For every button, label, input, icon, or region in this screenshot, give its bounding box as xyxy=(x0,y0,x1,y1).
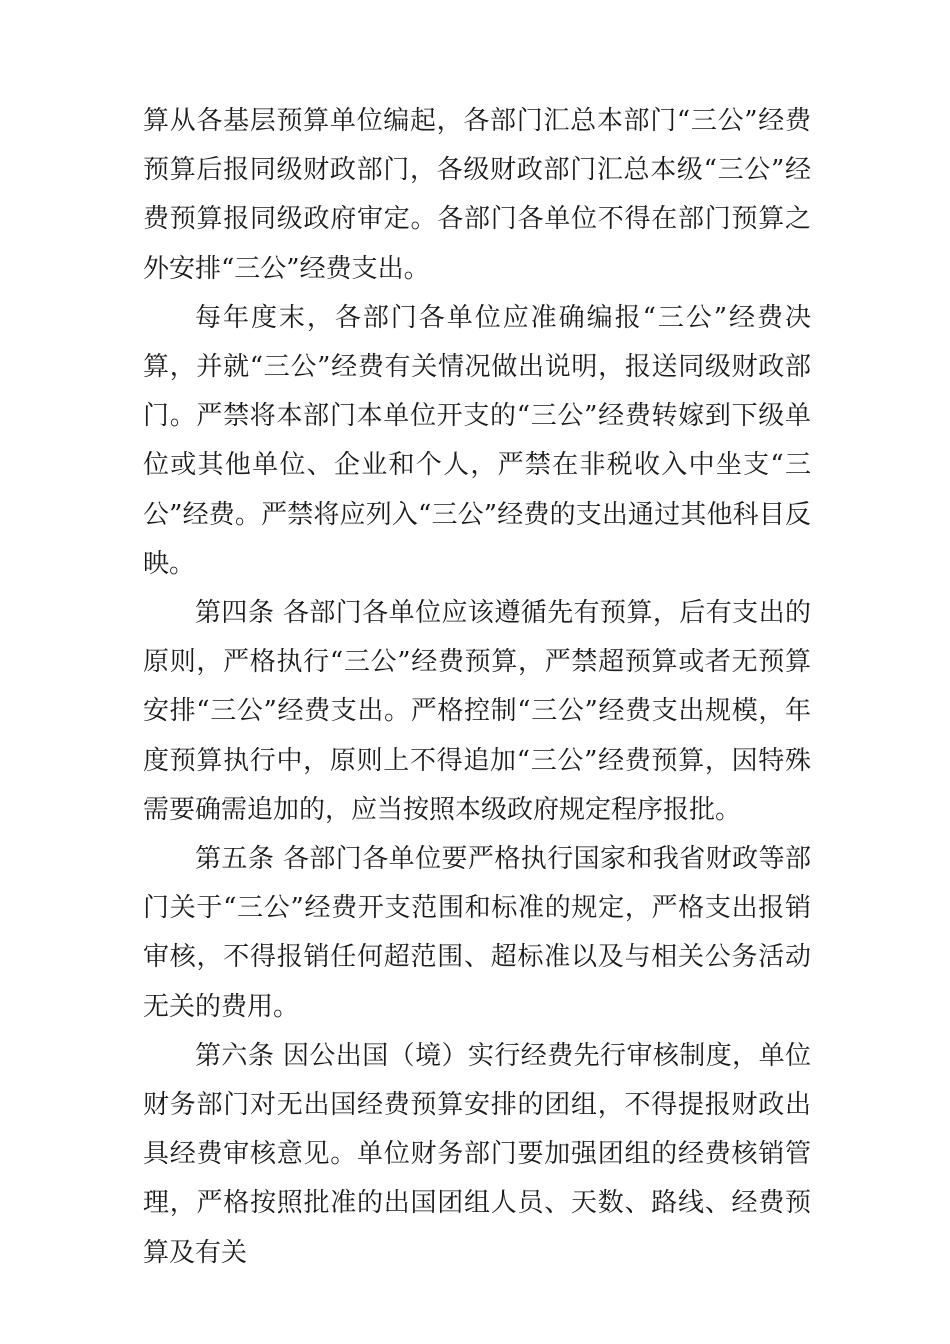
paragraph-year-end-accounts: 每年度末，各部门各单位应准确编报“三公”经费决算，并就“三公”经费有关情况做出说明，报送同级财政部门。严禁将本部门本单位开支的“三公”经费转嫁到下级单位或其他单位、企业和个人，严禁在非税收入中坐支“三公”经费。严禁将应列入“三公”经费的支出通过其他科目反映。 xyxy=(143,302,811,579)
paragraph-continued-budget: 算从各基层预算单位编起，各部门汇总本部门“三公”经费预算后报同级财政部门，各级财政部门汇总本级“三公”经费预算报同级政府审定。各部门各单位不得在部门预算之外安排“三公”经费支出。 xyxy=(143,106,811,284)
paragraph-article-5: 第五条 各部门各单位要严格执行国家和我省财政等部门关于“三公”经费开支范围和标准的规定，严格支出报销审核，不得报销任何超范围、超标准以及与相关公务活动无关的费用。 xyxy=(143,844,811,1022)
document-body xyxy=(143,97,811,1278)
paragraph-article-4: 第四条 各部门各单位应该遵循先有预算，后有支出的原则，严格执行“三公”经费预算，严禁超预算或者无预算安排“三公”经费支出。严格控制“三公”经费支出规模，年度预算执行中，原则上不得追加“三公”经费预算，因特殊需要确需追加的，应当按照本级政府规定程序报批。 xyxy=(143,598,811,825)
paragraph-article-6: 第六条 因公出国（境）实行经费先行审核制度，单位财务部门对无出国经费预算安排的团组，不得提报财政出具经费审核意见。单位财务部门要加强团组的经费核销管理，严格按照批准的出国团组人员、天数、路线、经费预算及有关 xyxy=(143,1040,811,1268)
